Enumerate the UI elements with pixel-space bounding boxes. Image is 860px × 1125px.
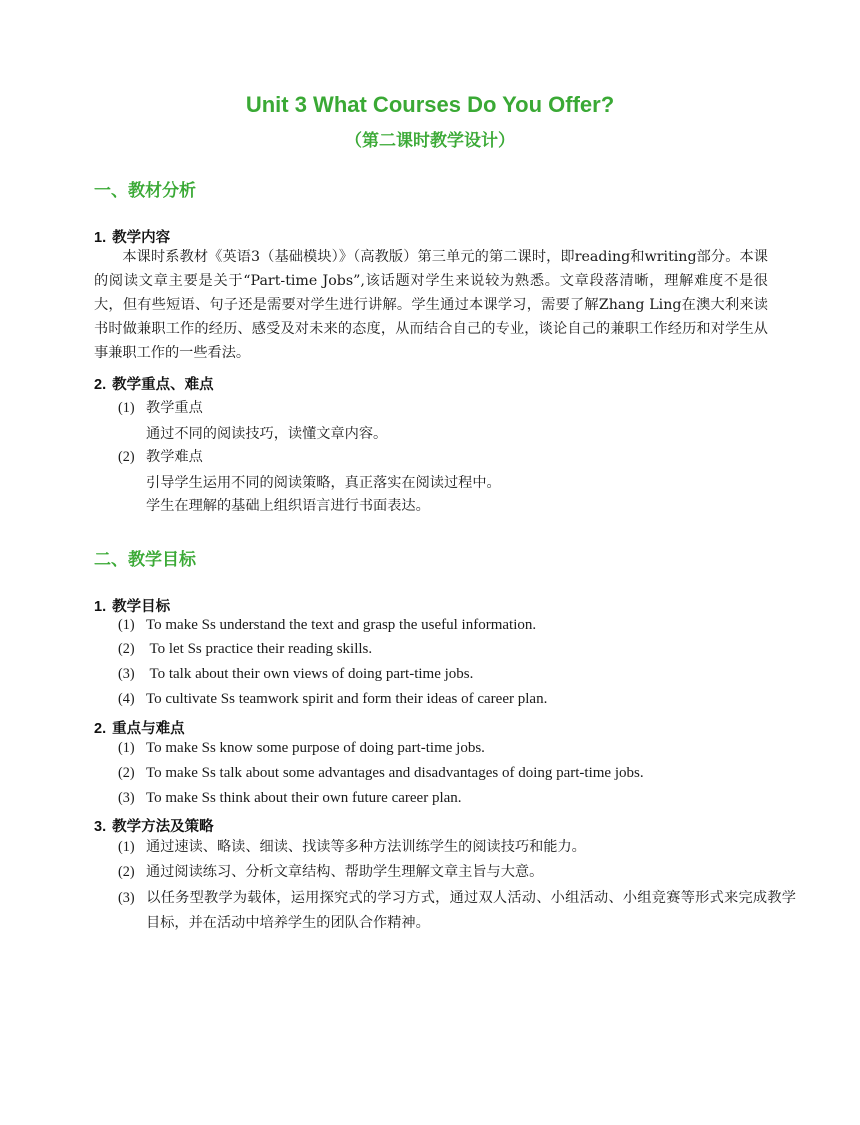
heading-label: 教学目标: [112, 599, 171, 615]
heading-key-points: [94, 373, 214, 394]
list-text: 通过阅读练习、分析文章结构、帮助学生理解文章主旨与大意。: [146, 864, 544, 880]
list-number: (1): [118, 617, 135, 633]
list-number: (2): [118, 864, 135, 880]
list-item: [118, 886, 796, 936]
list-text: To make Ss talk about some advantages and disadvantages of doing part-time jobs.: [146, 765, 644, 781]
list-item: [118, 761, 768, 786]
heading-teaching-content: [94, 226, 170, 247]
heading-label: 教学内容: [112, 230, 171, 246]
list-number: (1): [118, 740, 135, 756]
heading-label: 教学重点、难点: [112, 377, 214, 393]
list-item: [118, 835, 768, 860]
section-heading-teaching-objectives: 二、教学目标: [94, 550, 196, 570]
difficult-point-text-2: 学生在理解的基础上组织语言进行书面表达。: [146, 498, 430, 514]
subheading-difficult-point: [118, 446, 203, 466]
heading-teaching-methods: [94, 815, 214, 836]
heading-number: 3.: [94, 819, 107, 835]
heading-number: 1.: [94, 599, 107, 615]
heading-number: 2.: [94, 721, 107, 737]
heading-label: 教学方法及策略: [112, 819, 214, 835]
list-item: [118, 687, 768, 712]
heading-number: 1.: [94, 230, 107, 246]
list-item: [118, 637, 768, 662]
list-item: [118, 860, 768, 885]
list-text: To make Ss understand the text and grasp the useful information.: [146, 617, 537, 633]
list-number: (3): [118, 790, 135, 806]
list-item: [118, 786, 768, 811]
list-text: To cultivate Ss teamwork spirit and form their ideas of career plan.: [146, 691, 548, 707]
list-text: 以任务型教学为载体，运用探究式的学习方式，通过双人活动、小组活动、小组竞赛等形式来完成教学目标，并在活动中培养学生的团队合作精神。: [146, 890, 796, 931]
list-number: (1): [118, 400, 135, 416]
section-heading-textbook-analysis: 一、教材分析: [94, 181, 196, 201]
difficult-point-text-1: 引导学生运用不同的阅读策略，真正落实在阅读过程中。: [146, 475, 501, 491]
list-text: To let Ss practice their reading skills.: [146, 641, 373, 657]
subheading-label: 教学难点: [146, 449, 203, 465]
list-number: (2): [118, 641, 135, 657]
subheading-key-point: [118, 397, 203, 417]
list-text: To make Ss think about their own future career plan.: [146, 790, 462, 806]
heading-number: 2.: [94, 377, 107, 393]
heading-label: 重点与难点: [112, 721, 185, 737]
teaching-content-paragraph: 本课时系教材《英语3（基础模块）》（高教版）第三单元的第二课时，即reading和writing部分。本课的阅读文章主要是关于“Part-time Jobs”,该话题对学生来说较为熟悉。文章段落清晰，理解难度不是很大，但有些短语、句子还是需要对学生进行讲解。学生通过本课学习，需要了解Zhang Ling在澳大利来读书时做兼职工作的经历、感受及对未来的态度，从而结合自己的专业，谈论自己的兼职工作经历和对学生从事兼职工作的一些看法。: [94, 249, 768, 361]
list-text: 通过速读、略读、细读、找读等多种方法训练学生的阅读技巧和能力。: [146, 839, 586, 855]
key-point-text: 通过不同的阅读技巧，读懂文章内容。: [146, 426, 388, 442]
heading-key-and-difficult: [94, 717, 185, 738]
list-item: [118, 736, 768, 761]
list-number: (1): [118, 839, 135, 855]
list-number: (2): [118, 449, 135, 465]
list-number: (4): [118, 691, 135, 707]
document-title: Unit 3 What Courses Do You Offer?: [245, 92, 615, 117]
subheading-label: 教学重点: [146, 400, 203, 416]
list-text: To talk about their own views of doing part-time jobs.: [146, 666, 474, 682]
list-item: [118, 613, 768, 638]
list-text: To make Ss know some purpose of doing part-time jobs.: [146, 740, 485, 756]
list-item: [118, 662, 768, 687]
list-number: (3): [118, 666, 135, 682]
list-number: (2): [118, 765, 135, 781]
document-subtitle: （第二课时教学设计）: [345, 131, 515, 151]
list-number: (3): [118, 890, 135, 906]
